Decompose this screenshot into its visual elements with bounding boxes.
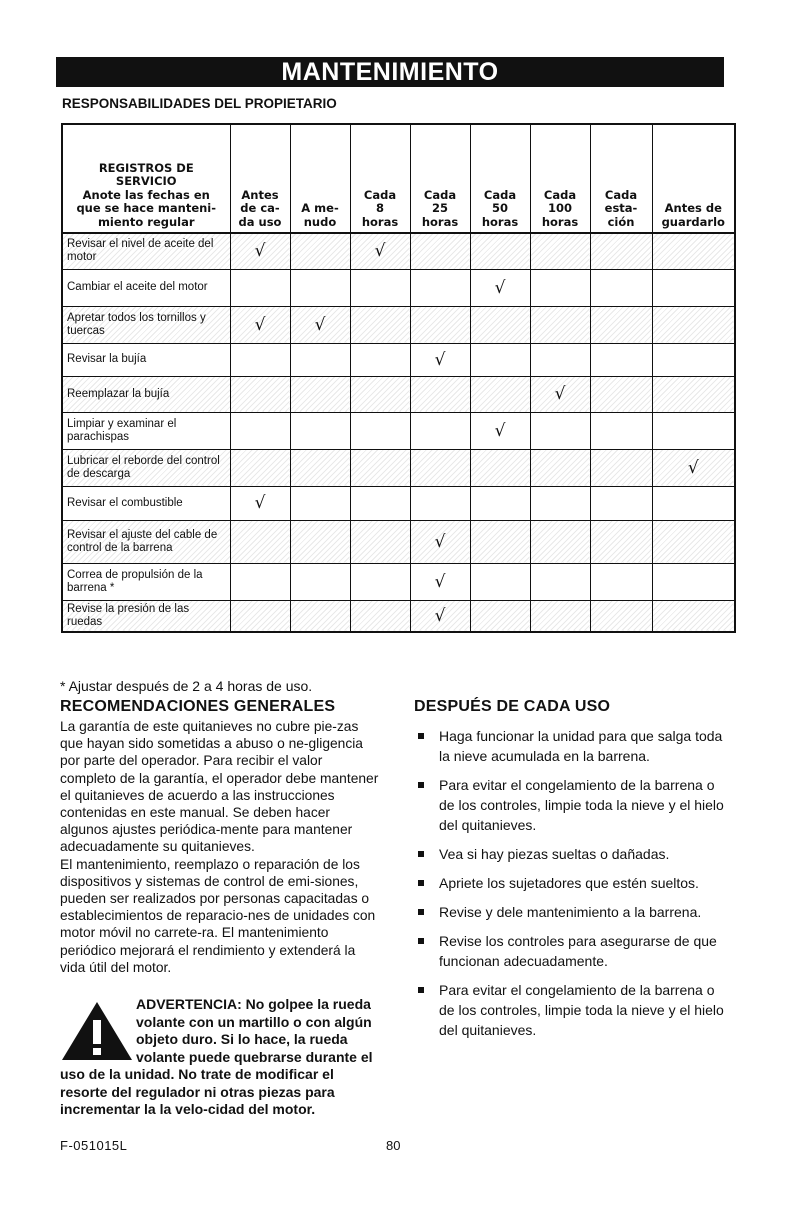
header-line: da uso bbox=[238, 214, 282, 229]
bullet-icon bbox=[418, 987, 424, 993]
check-mark: √ bbox=[494, 277, 506, 298]
schedule-cell bbox=[290, 486, 350, 520]
bullet-icon bbox=[418, 733, 424, 739]
table-row bbox=[62, 343, 735, 376]
schedule-cell bbox=[590, 233, 652, 269]
task-cell: Lubricar el reborde del control de descarga bbox=[62, 449, 230, 486]
header-line: 100 bbox=[547, 201, 572, 215]
check-mark: √ bbox=[434, 349, 446, 370]
schedule-cell bbox=[652, 343, 735, 376]
schedule-cell bbox=[590, 520, 652, 563]
schedule-cell bbox=[290, 412, 350, 449]
header-every-25-hours bbox=[410, 124, 470, 233]
task-cell: Cambiar el aceite del motor bbox=[62, 269, 230, 306]
header-line: 8 bbox=[375, 201, 384, 215]
header-line: guardarlo bbox=[661, 214, 725, 229]
list-item-text: Apriete los sujetadores que estén sueltos. bbox=[439, 875, 699, 891]
table-row bbox=[62, 486, 735, 520]
header-line: nudo bbox=[303, 214, 337, 229]
bullet-icon bbox=[418, 938, 424, 944]
schedule-cell bbox=[230, 412, 290, 449]
schedule-cell bbox=[230, 306, 290, 343]
table-row bbox=[62, 269, 735, 306]
check-mark: √ bbox=[254, 493, 266, 513]
schedule-cell bbox=[530, 486, 590, 520]
schedule-cell bbox=[590, 600, 652, 632]
after-use-heading: DESPUÉS DE CADA USO bbox=[414, 698, 611, 715]
schedule-cell bbox=[470, 600, 530, 632]
header-line: 25 bbox=[431, 201, 448, 215]
page-banner: MANTENIMIENTO bbox=[56, 57, 724, 87]
header-every-season bbox=[590, 124, 652, 233]
header-line: que se hace manteni- bbox=[76, 201, 217, 215]
header-line: Cada bbox=[604, 187, 638, 202]
check-mark: √ bbox=[254, 241, 266, 262]
header-before-each-use bbox=[230, 124, 290, 233]
schedule-cell bbox=[350, 376, 410, 412]
header-line: esta- bbox=[604, 201, 638, 215]
schedule-cell bbox=[410, 269, 470, 306]
schedule-cell bbox=[350, 486, 410, 520]
schedule-cell bbox=[652, 233, 735, 269]
bullet-icon bbox=[418, 782, 424, 788]
schedule-cell bbox=[530, 306, 590, 343]
list-item-text: Para evitar el congelamiento de la barrena o de los controles, limpie toda la nieve y el hielo del quitanieves. bbox=[439, 982, 724, 1038]
schedule-cell bbox=[350, 449, 410, 486]
check-mark: √ bbox=[554, 384, 566, 404]
maintenance-schedule-table bbox=[61, 123, 736, 633]
schedule-cell bbox=[230, 449, 290, 486]
schedule-cell bbox=[290, 520, 350, 563]
schedule-cell bbox=[230, 520, 290, 563]
schedule-cell bbox=[230, 269, 290, 306]
section-title: RESPONSABILIDADES DEL PROPIETARIO bbox=[62, 96, 337, 111]
list-item bbox=[414, 726, 732, 766]
list-item bbox=[414, 775, 732, 835]
task-cell: Revise la presión de las ruedas bbox=[62, 600, 230, 632]
header-often bbox=[290, 124, 350, 233]
schedule-cell bbox=[652, 486, 735, 520]
schedule-cell bbox=[410, 486, 470, 520]
schedule-cell bbox=[530, 563, 590, 600]
task-cell: Correa de propulsión de la barrena * bbox=[62, 563, 230, 600]
schedule-cell bbox=[652, 563, 735, 600]
schedule-cell bbox=[530, 233, 590, 269]
header-line: Antes bbox=[241, 187, 279, 202]
header-line: ción bbox=[607, 214, 635, 229]
schedule-cell bbox=[290, 563, 350, 600]
bullet-icon bbox=[418, 851, 424, 857]
header-line: 50 bbox=[491, 201, 508, 215]
schedule-cell bbox=[652, 269, 735, 306]
schedule-cell bbox=[230, 376, 290, 412]
table-row bbox=[62, 563, 735, 600]
table-row bbox=[62, 233, 735, 269]
list-item bbox=[414, 873, 732, 893]
task-cell: Revisar el combustible bbox=[62, 486, 230, 520]
check-mark: √ bbox=[254, 314, 266, 335]
list-item-text: Vea si hay piezas sueltas o dañadas. bbox=[439, 846, 670, 862]
schedule-cell bbox=[230, 486, 290, 520]
header-line: horas bbox=[541, 214, 579, 229]
schedule-cell bbox=[290, 449, 350, 486]
schedule-cell bbox=[230, 600, 290, 632]
task-cell: Revisar el nivel de aceite del motor bbox=[62, 233, 230, 269]
schedule-cell bbox=[290, 306, 350, 343]
warning-text: ADVERTENCIA: No golpee la rueda volante con un martillo o con algún objeto duro. Si lo hace, la rueda volante puede quebrarse durante el uso de la unidad. No trate de modificar el resorte del regulador ni otras piezas para incrementar la la velo-cidad del motor. bbox=[60, 996, 373, 1117]
schedule-cell bbox=[470, 563, 530, 600]
schedule-cell bbox=[470, 233, 530, 269]
schedule-cell bbox=[590, 563, 652, 600]
recommendations-paragraph: El mantenimiento, reemplazo o reparación de los dispositivos y sistemas de control de emi-siones, pueden ser realizados por personas capacitadas o establecimientos de reparacio-nes de unidades con motor móvil no carrete-ra. El mantenimiento periódico mejorará el rendimiento y extenderá la vida útil del motor. bbox=[60, 856, 376, 975]
schedule-cell bbox=[652, 600, 735, 632]
header-line: horas bbox=[361, 214, 399, 229]
schedule-cell bbox=[652, 520, 735, 563]
schedule-cell bbox=[530, 376, 590, 412]
schedule-cell bbox=[590, 486, 652, 520]
schedule-cell bbox=[350, 600, 410, 632]
schedule-cell bbox=[652, 306, 735, 343]
check-mark: √ bbox=[374, 241, 386, 262]
recommendations-paragraph: La garantía de este quitanieves no cubre pie-zas que hayan sido sometidas a abuso o ne-gligencia por parte del operador. Para recibir el valor completo de la garantía, el operador debe mantener el quitanieves de acuerdo a las instrucciones contenidas en este manual. Se deben hacer algunos ajustes periódica-mente para mantener adecuadamente su quitanieves. bbox=[60, 719, 379, 855]
schedule-cell bbox=[230, 343, 290, 376]
schedule-cell bbox=[590, 343, 652, 376]
list-item-text: Haga funcionar la unidad para que salga toda la nieve acumulada en la barrena. bbox=[439, 728, 723, 764]
schedule-cell bbox=[410, 376, 470, 412]
schedule-cell bbox=[350, 412, 410, 449]
list-item-text: Revise y dele mantenimiento a la barrena. bbox=[439, 904, 702, 920]
schedule-cell bbox=[530, 269, 590, 306]
task-cell: Revisar el ajuste del cable de control de la barrena bbox=[62, 520, 230, 563]
header-service-records bbox=[62, 124, 230, 233]
task-cell: Limpiar y examinar el parachispas bbox=[62, 412, 230, 449]
schedule-cell bbox=[230, 563, 290, 600]
schedule-cell bbox=[350, 520, 410, 563]
schedule-cell bbox=[410, 343, 470, 376]
header-line: Antes de bbox=[664, 201, 722, 215]
header-line: horas bbox=[421, 214, 459, 229]
schedule-cell bbox=[470, 376, 530, 412]
table-row bbox=[62, 600, 735, 632]
schedule-cell bbox=[410, 600, 470, 632]
page-number: 80 bbox=[386, 1138, 401, 1153]
table-body bbox=[62, 233, 735, 632]
task-cell: Revisar la bujía bbox=[62, 343, 230, 376]
document-id: F-051015L bbox=[60, 1138, 128, 1153]
list-item bbox=[414, 980, 732, 1040]
schedule-cell bbox=[290, 376, 350, 412]
header-line: REGISTROS DE bbox=[98, 160, 194, 175]
schedule-cell bbox=[290, 343, 350, 376]
schedule-cell bbox=[410, 306, 470, 343]
schedule-cell bbox=[350, 563, 410, 600]
schedule-cell bbox=[530, 520, 590, 563]
schedule-cell bbox=[410, 563, 470, 600]
header-line: Cada bbox=[423, 187, 457, 202]
schedule-cell bbox=[350, 306, 410, 343]
schedule-cell bbox=[530, 412, 590, 449]
schedule-cell bbox=[470, 520, 530, 563]
header-line: horas bbox=[481, 214, 519, 229]
check-mark: √ bbox=[434, 531, 446, 552]
check-mark: √ bbox=[494, 420, 506, 441]
header-line: A me- bbox=[301, 201, 339, 215]
schedule-cell bbox=[652, 412, 735, 449]
header-every-100-hours bbox=[530, 124, 590, 233]
header-line: SERVICIO bbox=[115, 174, 177, 188]
header-line: Cada bbox=[363, 187, 397, 202]
header-every-8-hours bbox=[350, 124, 410, 233]
recommendations-heading: RECOMENDACIONES GENERALES bbox=[60, 698, 336, 715]
bullet-icon bbox=[418, 909, 424, 915]
list-item bbox=[414, 844, 732, 864]
schedule-cell bbox=[470, 343, 530, 376]
table-row bbox=[62, 412, 735, 449]
schedule-cell bbox=[470, 269, 530, 306]
list-item-text: Para evitar el congelamiento de la barrena o de los controles, limpie toda la nieve y el hielo del quitanieves. bbox=[439, 777, 724, 833]
schedule-cell bbox=[350, 233, 410, 269]
bullet-icon bbox=[418, 880, 424, 886]
schedule-cell bbox=[410, 412, 470, 449]
schedule-cell bbox=[470, 449, 530, 486]
schedule-cell bbox=[410, 520, 470, 563]
table-row bbox=[62, 376, 735, 412]
header-line: miento regular bbox=[97, 214, 195, 229]
list-item bbox=[414, 902, 732, 922]
schedule-cell bbox=[290, 600, 350, 632]
table-row bbox=[62, 520, 735, 563]
task-cell: Apretar todos los tornillos y tuercas bbox=[62, 306, 230, 343]
schedule-cell bbox=[590, 376, 652, 412]
table-row bbox=[62, 306, 735, 343]
list-item bbox=[414, 931, 732, 971]
table-row bbox=[62, 449, 735, 486]
header-line: de ca- bbox=[240, 201, 280, 215]
schedule-cell bbox=[410, 449, 470, 486]
header-before-storage bbox=[652, 124, 735, 233]
list-item-text: Revise los controles para asegurarse de que funcionan adecuadamente. bbox=[439, 933, 717, 969]
schedule-cell bbox=[470, 412, 530, 449]
schedule-cell bbox=[350, 343, 410, 376]
schedule-cell bbox=[290, 269, 350, 306]
check-mark: √ bbox=[687, 457, 699, 478]
schedule-cell bbox=[590, 306, 652, 343]
header-line: Cada bbox=[543, 187, 577, 202]
header-line: Cada bbox=[483, 187, 517, 202]
schedule-cell bbox=[470, 486, 530, 520]
task-cell: Reemplazar la bujía bbox=[62, 376, 230, 412]
schedule-cell bbox=[530, 449, 590, 486]
header-line: Anote las fechas en bbox=[82, 187, 210, 202]
check-mark: √ bbox=[434, 605, 446, 626]
after-use-list bbox=[414, 726, 732, 1049]
footnote: * Ajustar después de 2 a 4 horas de uso. bbox=[60, 678, 313, 694]
warning-triangle-icon bbox=[60, 1000, 134, 1062]
warning-block bbox=[60, 996, 382, 1119]
schedule-cell bbox=[652, 449, 735, 486]
header-every-50-hours bbox=[470, 124, 530, 233]
schedule-cell bbox=[470, 306, 530, 343]
schedule-cell bbox=[590, 449, 652, 486]
schedule-cell bbox=[590, 412, 652, 449]
schedule-cell bbox=[652, 376, 735, 412]
check-mark: √ bbox=[434, 571, 446, 592]
recommendations-body bbox=[60, 718, 382, 976]
schedule-cell bbox=[410, 233, 470, 269]
schedule-cell bbox=[530, 600, 590, 632]
schedule-cell bbox=[530, 343, 590, 376]
table-header-row bbox=[62, 124, 735, 233]
schedule-cell bbox=[230, 233, 290, 269]
schedule-cell bbox=[290, 233, 350, 269]
schedule-cell bbox=[350, 269, 410, 306]
schedule-cell bbox=[590, 269, 652, 306]
check-mark: √ bbox=[314, 314, 326, 335]
